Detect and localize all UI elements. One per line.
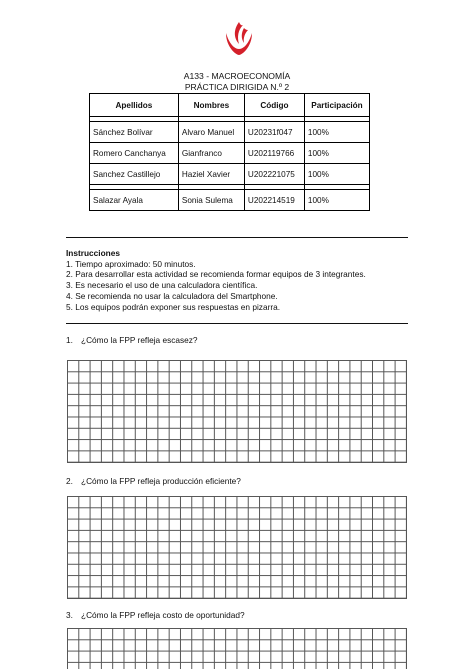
instructions-title: Instrucciones xyxy=(66,248,120,258)
cell-codigo: U20231f047 xyxy=(244,122,304,143)
cell-nombres: Gianfranco xyxy=(178,143,244,164)
question-3 xyxy=(66,610,245,620)
divider-top xyxy=(66,237,408,238)
header-participacion: Participación xyxy=(304,94,369,117)
practice-title: PRÁCTICA DIRIGIDA N.º 2 xyxy=(184,82,290,92)
answer-grid-2[interactable] xyxy=(67,496,407,599)
instructions-block xyxy=(66,248,366,312)
cell-participacion: 100% xyxy=(304,190,369,211)
cell-codigo: U202214519 xyxy=(244,190,304,211)
instruction-item: 3. Es necesario el uso de una calculadora científica. xyxy=(66,280,258,291)
question-number: 2. xyxy=(66,476,73,486)
cell-nombres: Sonia Sulema xyxy=(178,190,244,211)
question-number: 1. xyxy=(66,335,73,345)
cell-participacion: 100% xyxy=(304,143,369,164)
table-row xyxy=(90,164,370,185)
question-2 xyxy=(66,476,241,486)
course-title: A133 - MACROECONOMÍA xyxy=(183,71,291,81)
team-table xyxy=(89,93,370,211)
instruction-item: 1. Tiempo aproximado: 50 minutos. xyxy=(66,258,196,269)
header-codigo: Código xyxy=(244,94,304,117)
cell-nombres: Haziel Xavier xyxy=(178,164,244,185)
instruction-item: 5. Los equipos podrán exponer sus respuestas en pizarra. xyxy=(66,301,281,312)
cell-nombres: Alvaro Manuel xyxy=(178,122,244,143)
question-text: ¿Cómo la FPP refleja producción eficiente? xyxy=(81,476,241,486)
divider-bottom xyxy=(66,323,408,324)
cell-apellidos: Salazar Ayala xyxy=(90,190,179,211)
header-apellidos: Apellidos xyxy=(90,94,179,117)
table-row xyxy=(90,190,370,211)
header-nombres: Nombres xyxy=(178,94,244,117)
cell-apellidos: Sánchez Bolívar xyxy=(90,122,179,143)
cell-apellidos: Sanchez Castillejo xyxy=(90,164,179,185)
question-1 xyxy=(66,335,198,345)
question-text: ¿Cómo la FPP refleja escasez? xyxy=(81,335,198,345)
answer-grid-1[interactable] xyxy=(67,360,407,463)
cell-codigo: U202119766 xyxy=(244,143,304,164)
table-header-row xyxy=(90,94,370,117)
answer-grid-3[interactable] xyxy=(67,628,407,669)
instruction-item: 2. Para desarrollar esta actividad se recomienda formar equipos de 3 integrantes. xyxy=(66,269,366,280)
question-text: ¿Cómo la FPP refleja costo de oportunidad? xyxy=(81,610,245,620)
university-logo-icon xyxy=(222,19,256,57)
cell-codigo: U202221075 xyxy=(244,164,304,185)
table-row xyxy=(90,122,370,143)
table-row xyxy=(90,143,370,164)
instruction-item: 4. Se recomienda no usar la calculadora del Smartphone. xyxy=(66,290,278,301)
question-number: 3. xyxy=(66,610,73,620)
cell-apellidos: Romero Canchanya xyxy=(90,143,179,164)
cell-participacion: 100% xyxy=(304,164,369,185)
cell-participacion: 100% xyxy=(304,122,369,143)
